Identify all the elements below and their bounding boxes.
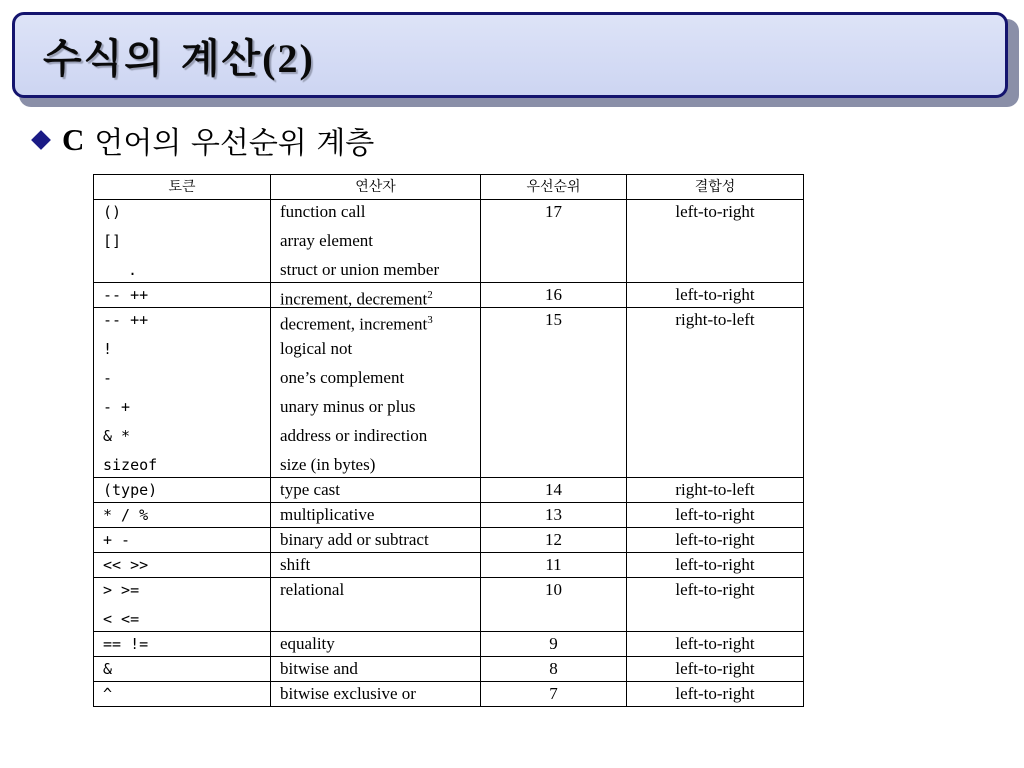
token-cell	[94, 283, 271, 308]
table-row	[94, 503, 804, 528]
diamond-bullet-icon	[31, 130, 51, 150]
header-token: 토큰	[94, 175, 271, 200]
table-row	[94, 200, 804, 283]
token-text: + -	[103, 531, 131, 549]
token-cell	[94, 478, 271, 503]
footnote-marker: 2	[427, 289, 433, 301]
operator-line	[280, 453, 480, 477]
associativity-cell: left-to-right	[627, 283, 804, 308]
operator-cell	[271, 657, 481, 682]
associativity-cell: right-to-left	[627, 308, 804, 478]
token-cell	[94, 528, 271, 553]
token-text: -- ++	[103, 311, 149, 329]
table-row	[94, 657, 804, 682]
title-box	[12, 12, 1008, 98]
precedence-cell: 15	[481, 308, 627, 478]
associativity-cell: left-to-right	[627, 200, 804, 283]
subtitle-c: C	[62, 122, 85, 157]
associativity-cell: left-to-right	[627, 528, 804, 553]
precedence-cell: 9	[481, 632, 627, 657]
operator-line	[280, 337, 480, 366]
table-row	[94, 553, 804, 578]
operator-text: equality	[280, 634, 335, 653]
operator-cell	[271, 200, 481, 283]
precedence-cell: 7	[481, 682, 627, 707]
operator-text: bitwise and	[280, 659, 358, 678]
token-text: []	[103, 232, 122, 250]
operator-cell	[271, 283, 481, 308]
precedence-cell: 17	[481, 200, 627, 283]
footnote-marker: 3	[427, 314, 433, 326]
operator-line	[280, 283, 480, 307]
associativity-cell: left-to-right	[627, 553, 804, 578]
operator-line	[280, 258, 480, 282]
precedence-cell: 13	[481, 503, 627, 528]
table-row	[94, 682, 804, 707]
token-cell	[94, 682, 271, 707]
operator-line	[280, 657, 480, 681]
operator-line	[280, 553, 480, 577]
precedence-table	[93, 174, 804, 707]
operator-line	[280, 528, 480, 552]
operator-text: struct or union member	[280, 260, 440, 279]
operator-line	[280, 578, 480, 602]
operator-line	[280, 632, 480, 656]
subtitle-text: 언어의 우선순위 계층	[94, 126, 375, 161]
precedence-cell: 12	[481, 528, 627, 553]
operator-text: relational	[280, 580, 345, 599]
operator-line	[280, 478, 480, 502]
table-row	[94, 478, 804, 503]
table-row	[94, 308, 804, 478]
token-text: &	[103, 660, 113, 678]
operator-cell	[271, 553, 481, 578]
token-cell	[94, 308, 271, 478]
operator-line	[280, 682, 480, 706]
precedence-cell: 16	[481, 283, 627, 308]
operator-text: bitwise exclusive or	[280, 684, 416, 703]
token-text: << >>	[103, 556, 149, 574]
token-cell	[94, 578, 271, 632]
operator-text: logical not	[280, 339, 353, 358]
table-body	[94, 200, 804, 707]
operator-line	[280, 366, 480, 395]
token-text: ^	[103, 685, 113, 703]
table-row	[94, 528, 804, 553]
token-text: -	[103, 369, 113, 387]
table-row	[94, 632, 804, 657]
page-title	[43, 27, 315, 84]
token-cell	[94, 200, 271, 283]
associativity-cell: left-to-right	[627, 682, 804, 707]
table-row	[94, 578, 804, 632]
operator-cell	[271, 528, 481, 553]
operator-text: array element	[280, 231, 373, 250]
associativity-cell: left-to-right	[627, 503, 804, 528]
token-text: - +	[103, 398, 131, 416]
operator-text: binary add or subtract	[280, 530, 429, 549]
operator-text: address or indirection	[280, 426, 428, 445]
header-precedence: 우선순위	[481, 175, 627, 200]
token-text: sizeof	[103, 456, 158, 474]
precedence-cell: 11	[481, 553, 627, 578]
operator-line	[280, 229, 480, 258]
operator-cell	[271, 682, 481, 707]
operator-text: size (in bytes)	[280, 455, 376, 474]
operator-text: function call	[280, 202, 366, 221]
header-associativity: 결합성	[627, 175, 804, 200]
token-text: (type)	[103, 481, 158, 499]
header-operator: 연산자	[271, 175, 481, 200]
table-row	[94, 283, 804, 308]
operator-text: one’s complement	[280, 368, 405, 387]
token-text: -- ++	[103, 286, 149, 304]
token-text: == !=	[103, 635, 149, 653]
operator-text: type cast	[280, 480, 340, 499]
precedence-cell: 10	[481, 578, 627, 632]
associativity-cell: right-to-left	[627, 478, 804, 503]
operator-cell	[271, 308, 481, 478]
associativity-cell: left-to-right	[627, 578, 804, 632]
operator-text: unary minus or plus	[280, 397, 416, 416]
operator-line	[280, 200, 480, 229]
token-cell	[94, 632, 271, 657]
operator-cell	[271, 632, 481, 657]
token-text: & *	[103, 427, 131, 445]
operator-line	[280, 395, 480, 424]
operator-text: shift	[280, 555, 311, 574]
precedence-cell: 8	[481, 657, 627, 682]
token-text: < <=	[103, 610, 140, 628]
operator-cell	[271, 578, 481, 632]
token-text: .	[128, 261, 138, 279]
token-cell	[94, 553, 271, 578]
operator-line	[280, 308, 480, 337]
title-main: 수식의 계산	[43, 36, 263, 82]
token-text: > >=	[103, 581, 140, 599]
operator-line	[280, 424, 480, 453]
token-text: !	[103, 340, 113, 358]
operator-cell	[271, 478, 481, 503]
operator-cell	[271, 503, 481, 528]
associativity-cell: left-to-right	[627, 657, 804, 682]
title-suffix: (2)	[262, 36, 315, 81]
precedence-cell: 14	[481, 478, 627, 503]
operator-text: increment, decrement	[280, 289, 428, 309]
subtitle	[28, 118, 374, 162]
operator-text: multiplicative	[280, 505, 375, 524]
token-text: * / %	[103, 506, 149, 524]
token-cell	[94, 657, 271, 682]
operator-line	[280, 503, 480, 527]
token-text: ()	[103, 203, 122, 221]
operator-text: decrement, increment	[280, 314, 428, 334]
token-cell	[94, 503, 271, 528]
table-header-row	[94, 175, 804, 200]
associativity-cell: left-to-right	[627, 632, 804, 657]
